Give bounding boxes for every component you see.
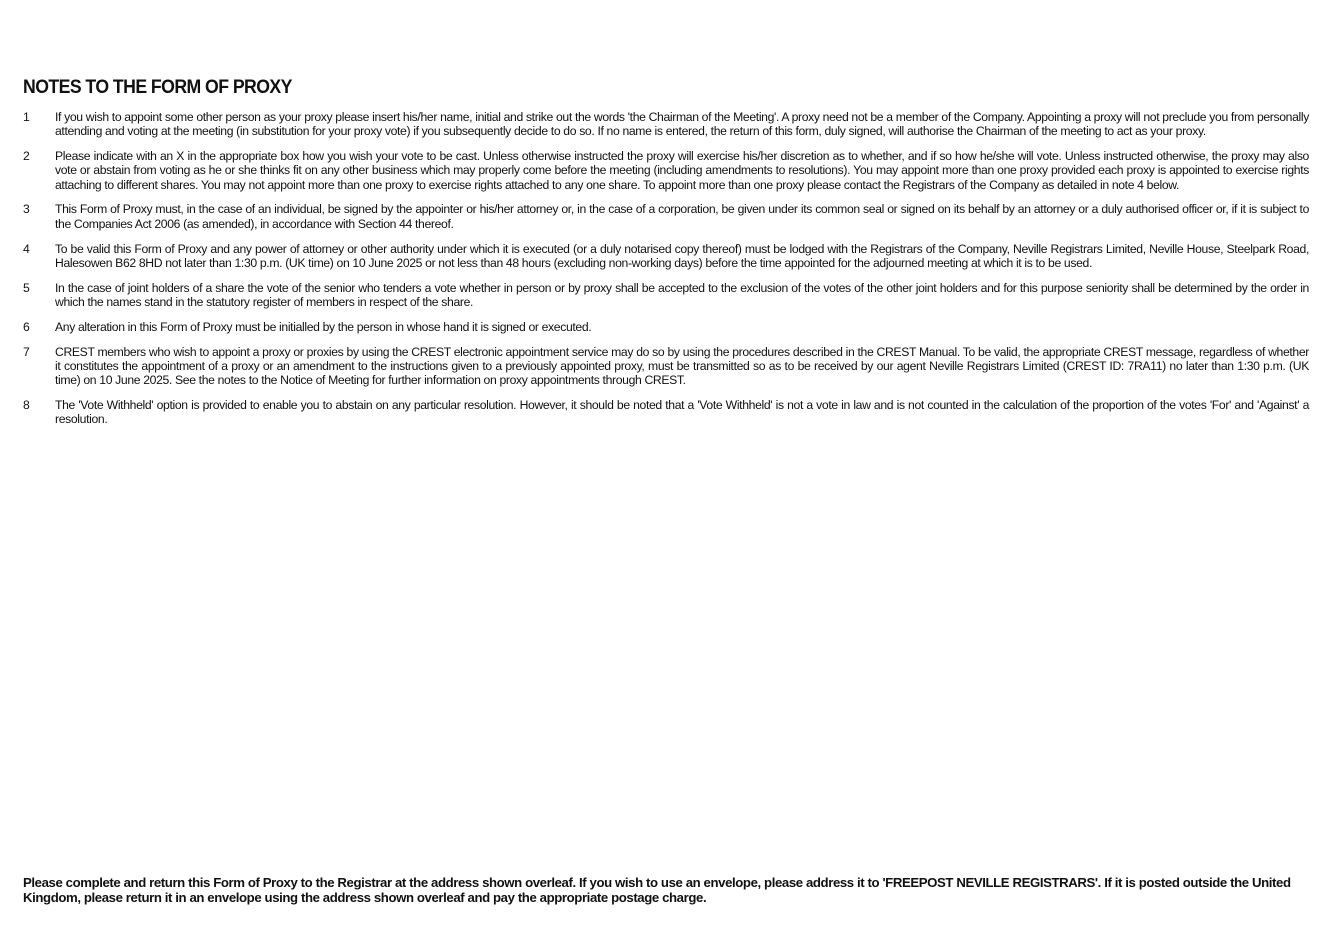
note-text: To be valid this Form of Proxy and any power of attorney or other authority under which it is executed (or a duly notarised copy thereof) must be lodged with the Registrars of the Company, Neville Registrars Limited, Neville House, Steelpark Road, Halesowen B62 8HD not later than 1:30 p.m. (UK time) on 10 June 2025 or not less than 48 hours (excluding non-working days) before the time appointed for the adjourned meeting at which it is to be used. bbox=[55, 241, 1309, 270]
note-item-7 bbox=[23, 345, 1309, 388]
note-number: 2 bbox=[23, 149, 30, 164]
note-number: 6 bbox=[23, 319, 30, 334]
note-item-1 bbox=[23, 110, 1309, 139]
note-text: In the case of joint holders of a share the vote of the senior who tenders a vote whether in person or by proxy shall be accepted to the exclusion of the votes of the other joint holders and for this purpose seniority shall be determined by the order in which the names stand in the statutory register of members in respect of the share. bbox=[55, 280, 1309, 309]
note-number: 5 bbox=[23, 280, 30, 295]
page-title: NOTES TO THE FORM OF PROXY bbox=[23, 77, 292, 98]
note-text: The 'Vote Withheld' option is provided to enable you to abstain on any particular resolution. However, it should be noted that a 'Vote Withheld' is not a vote in law and is not counted in the calculation of the proportion of the votes 'For' and 'Against' a resolution. bbox=[55, 397, 1309, 427]
note-item-6 bbox=[23, 320, 1309, 334]
note-item-8 bbox=[23, 398, 1309, 427]
note-number: 1 bbox=[23, 110, 30, 124]
note-text: Please indicate with an X in the appropriate box how you wish your vote to be cast. Unless otherwise instructed the proxy will exercise his/her discretion as to whether, and if so how he/she will vote. Unless instructed otherwise, the proxy may also vote or abstain from voting as he or she thinks fit on any other business which may properly come before the meeting (including amendments to resolutions). You may appoint more than one proxy provided each proxy is appointed to exercise rights attaching to different shares. You may not appoint more than one proxy to exercise rights attached to any one share. To appoint more than one proxy please contact the Registrars of the Company as detailed in note 4 below. bbox=[55, 149, 1309, 192]
note-text: If you wish to appoint some other person as your proxy please insert his/her name, initial and strike out the words 'the Chairman of the Meeting'. A proxy need not be a member of the Company. Appointing a proxy will not preclude you from personally attending and voting at the meeting (in substitution for your proxy vote) if you subsequently decide to do so. If no name is entered, the return of this form, duly signed, will authorise the Chairman of the meeting to act as your proxy. bbox=[55, 110, 1309, 139]
note-item-3 bbox=[23, 202, 1309, 231]
note-number: 8 bbox=[23, 397, 30, 412]
note-item-4 bbox=[23, 242, 1309, 271]
note-text: Any alteration in this Form of Proxy must be initialled by the person in whose hand it is signed or executed. bbox=[55, 319, 592, 334]
note-number: 3 bbox=[23, 202, 30, 217]
notes-list bbox=[23, 110, 1309, 437]
note-number: 7 bbox=[23, 344, 30, 359]
note-text: CREST members who wish to appoint a proxy or proxies by using the CREST electronic appointment service may do so by using the procedures described in the CREST Manual. To be valid, the appropriate CREST message, regardless of whether it constitutes the appointment of a proxy or an amendment to the instructions given to a previously appointed proxy, must be transmitted so as to be received by our agent Neville Registrars Limited (CREST ID: 7RA11) no later than 1:30 p.m. (UK time) on 10 June 2025. See the notes to the Notice of Meeting for further information on proxy appointments through CREST. bbox=[55, 344, 1309, 388]
note-text: This Form of Proxy must, in the case of an individual, be signed by the appointer or his/her attorney or, in the case of a corporation, be given under its common seal or signed on its behalf by an attorney or a duly authorised officer or, if it is subject to the Companies Act 2006 (as amended), in accordance with Section 44 thereof. bbox=[55, 202, 1309, 231]
note-item-5 bbox=[23, 281, 1309, 310]
note-item-2 bbox=[23, 149, 1309, 192]
note-number: 4 bbox=[23, 241, 30, 256]
return-instructions: Please complete and return this Form of Proxy to the Registrar at the address shown overleaf. If you wish to use an envelope, please address it to 'FREEPOST NEVILLE REGISTRARS'. If it is posted outside the United Kingdom, please return it in an envelope using the address shown overleaf and pay the appropriate postage charge. bbox=[23, 875, 1291, 906]
